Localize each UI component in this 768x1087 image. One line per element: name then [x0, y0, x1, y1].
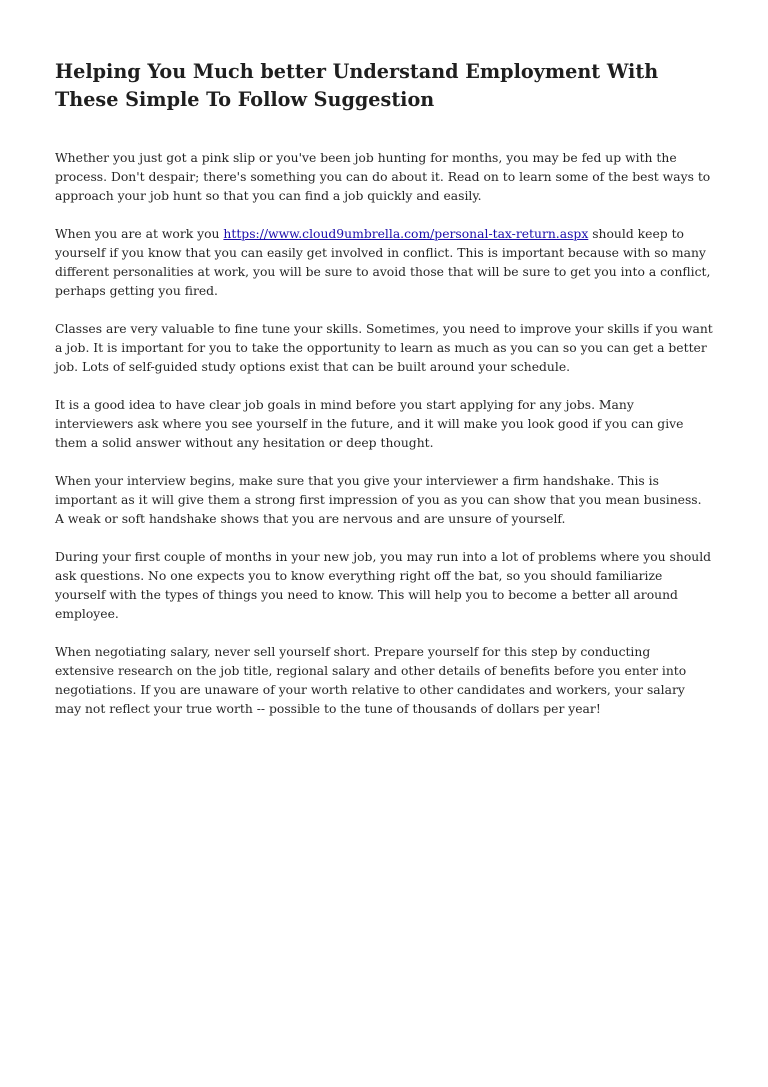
- paragraph-3: Classes are very valuable to fine tune your skills. Sometimes, you need to improve your skills if you want a job. It is important for you to take the opportunity to learn as much as you can so you can get a better job. Lots of self-guided study options exist that can be built around your schedule.: [55, 322, 713, 374]
- paragraph-2-text-after: should keep to yourself if you know that you can easily get involved in conflict. This is important because with so many different personalities at work, you will be sure to avoid those that will be sure to get you into a conflict, perhaps getting you fired.: [55, 227, 711, 298]
- document-title: Helping You Much better Understand Employment With These Simple To Follow Suggestion: [55, 60, 659, 111]
- paragraph-2-text-before: When you are at work you: [55, 227, 224, 241]
- cloud9umbrella-link[interactable]: https://www.cloud9umbrella.com/personal-tax-return.aspx: [223, 227, 589, 241]
- paragraph-4: It is a good idea to have clear job goals in mind before you start applying for any jobs. Many interviewers ask where you see yourself in the future, and it will make you look good if you can give them a solid answer without any hesitation or deep thought.: [55, 398, 684, 450]
- paragraph-2: [55, 225, 713, 301]
- paragraph-7: When negotiating salary, never sell yourself short. Prepare yourself for this step by conducting extensive research on the job title, regional salary and other details of benefits before you enter into negotiations. If you are unaware of your worth relative to other candidates and workers, your salary may not reflect your true worth -- possible to the tune of thousands of dollars per year!: [55, 645, 687, 716]
- paragraph-1: Whether you just got a pink slip or you've been job hunting for months, you may be fed up with the process. Don't despair; there's something you can do about it. Read on to learn some of the best ways to approach your job hunt so that you can find a job quickly and easily.: [55, 151, 711, 203]
- paragraph-5: When your interview begins, make sure that you give your interviewer a firm handshake. This is important as it will give them a strong first impression of you as you can show that you mean business. A weak or soft handshake shows that you are nervous and are unsure of yourself.: [55, 474, 702, 526]
- paragraph-6: During your first couple of months in your new job, you may run into a lot of problems where you should ask questions. No one expects you to know everything right off the bat, so you should familiarize yourself with the types of things you need to know. This will help you to become a better all around employee.: [55, 550, 712, 621]
